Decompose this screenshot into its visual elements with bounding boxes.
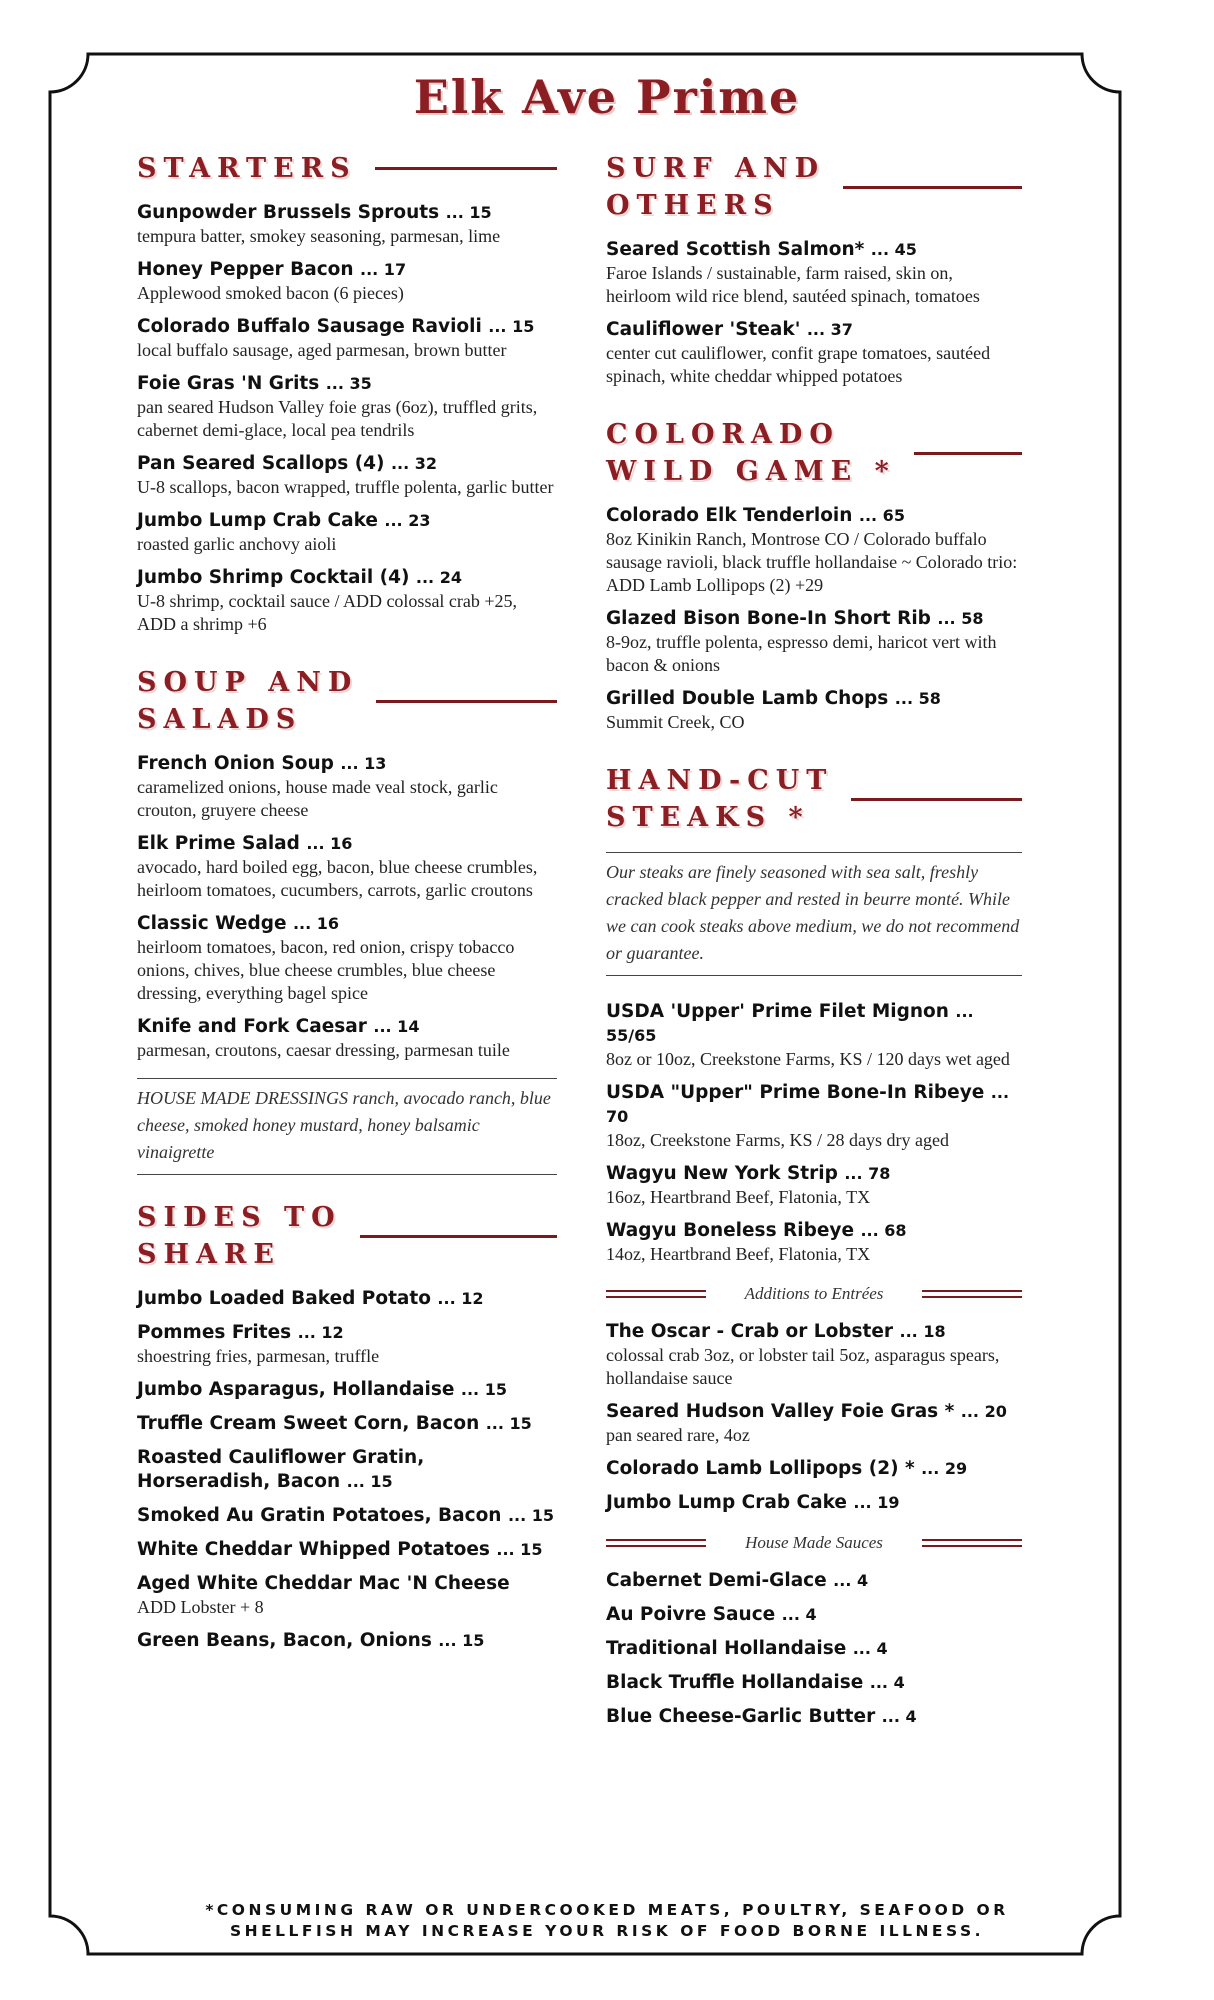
menu-item-name: Jumbo Lump Crab Cake	[137, 510, 378, 531]
menu-item-name: Blue Cheese-Garlic Butter	[606, 1706, 876, 1727]
menu-item	[137, 1321, 557, 1368]
menu-item-name-line	[606, 1637, 1022, 1661]
additions-divider	[606, 1284, 1022, 1304]
steaks-list	[606, 1000, 1022, 1266]
menu-item	[137, 201, 557, 248]
menu-item-description: 8oz Kinikin Ranch, Montrose CO / Colorado buffalo sausage ravioli, black truffle hollandaise ~ Colorado trio: ADD Lamb Lollipops (2) +29	[606, 529, 1018, 595]
menu-item-price: ... 12	[297, 1323, 344, 1342]
menu-item-name-line	[137, 832, 557, 856]
disclaimer-line-1: *CONSUMING RAW OR UNDERCOOKED MEATS, POULTRY, SEAFOOD OR	[205, 1901, 1009, 1919]
menu-item-description: shoestring fries, parmesan, truffle	[137, 1346, 380, 1366]
menu-item-name-line	[137, 452, 557, 476]
menu-item-name: Colorado Buffalo Sausage Ravioli	[137, 316, 482, 337]
menu-item-name: Aged White Cheddar Mac 'N Cheese	[137, 1573, 510, 1594]
menu-item-name-line	[606, 1162, 1022, 1186]
menu-item	[606, 1320, 1022, 1390]
menu-item-name-line	[606, 1219, 1022, 1243]
menu-item-name: Honey Pepper Bacon	[137, 259, 354, 280]
menu-item-description: center cut cauliflower, confit grape tomatoes, sautéed spinach, white cheddar whipped potatoes	[606, 343, 991, 386]
menu-item	[137, 752, 557, 822]
menu-item-description: roasted garlic anchovy aioli	[137, 534, 337, 554]
menu-item	[606, 318, 1022, 388]
menu-item-name: Traditional Hollandaise	[606, 1638, 847, 1659]
steaks-heading	[606, 762, 1022, 836]
menu-item-name: Wagyu Boneless Ribeye	[606, 1220, 855, 1241]
menu-item-name-line	[606, 1491, 1022, 1515]
menu-item	[606, 1081, 1022, 1152]
right-column	[606, 150, 1022, 1739]
menu-item-name: Colorado Elk Tenderloin	[606, 505, 853, 526]
menu-item-name: Colorado Lamb Lollipops (2) *	[606, 1458, 915, 1479]
heading-rule	[375, 167, 557, 170]
menu-item-price: ... 15	[445, 203, 492, 222]
menu-item-name-line	[137, 1538, 557, 1562]
menu-item	[606, 1603, 1022, 1627]
menu-item-name: Wagyu New York Strip	[606, 1163, 838, 1184]
menu-item-description: U-8 scallops, bacon wrapped, truffle polenta, garlic butter	[137, 477, 554, 497]
game-heading-text: COLORADO WILD GAME *	[606, 419, 896, 487]
menu-item-price: ... 45	[870, 240, 917, 259]
menu-item	[137, 452, 557, 499]
menu-item	[606, 687, 1022, 734]
menu-item-name-line	[137, 1446, 557, 1494]
surf-heading	[606, 150, 1022, 224]
menu-item	[137, 1446, 557, 1494]
menu-item-name: Cabernet Demi-Glace	[606, 1570, 827, 1591]
menu-item	[606, 1671, 1022, 1695]
menu-item-name-line	[137, 1504, 557, 1528]
menu-item-name: USDA "Upper" Prime Bone-In Ribeye	[606, 1082, 985, 1103]
menu-item-name: Knife and Fork Caesar	[137, 1016, 367, 1037]
menu-item-name-line	[606, 318, 1022, 342]
menu-item-price: ... 15	[488, 317, 535, 336]
menu-item-description: pan seared Hudson Valley foie gras (6oz), truffled grits, cabernet demi-glace, local pea tendrils	[137, 397, 538, 440]
menu-item	[137, 315, 557, 362]
menu-item-price: ... 15	[496, 1540, 543, 1559]
menu-item-name: Roasted Cauliflower Gratin, Horseradish, Bacon	[137, 1447, 425, 1492]
menu-item	[606, 607, 1022, 677]
menu-item-name-line	[606, 1705, 1022, 1729]
menu-item	[606, 1637, 1022, 1661]
steaks-note: Our steaks are finely seasoned with sea salt, freshly cracked black pepper and rested in beurre monté. While we can cook steaks above medium, we do not recommend or guarantee.	[606, 852, 1022, 976]
menu-item-price: ... 55/65	[606, 1002, 974, 1045]
menu-item-name: Jumbo Asparagus, Hollandaise	[137, 1379, 455, 1400]
menu-item-description: 18oz, Creekstone Farms, KS / 28 days dry aged	[606, 1130, 949, 1150]
menu-item-name-line	[606, 687, 1022, 711]
menu-item-name: Seared Hudson Valley Foie Gras *	[606, 1401, 955, 1422]
menu-item	[606, 1491, 1022, 1515]
menu-item-description: colossal crab 3oz, or lobster tail 5oz, asparagus spears, hollandaise sauce	[606, 1345, 1000, 1388]
menu-item-name: Smoked Au Gratin Potatoes, Bacon	[137, 1505, 502, 1526]
menu-item-price: ... 15	[485, 1414, 532, 1433]
menu-item-price: ... 14	[373, 1017, 420, 1036]
menu-item-name: Glazed Bison Bone-In Short Rib	[606, 608, 931, 629]
dressings-note: HOUSE MADE DRESSINGS ranch, avocado ranch, blue cheese, smoked honey mustard, honey balsamic vinaigrette	[137, 1078, 557, 1175]
disclaimer-line-2: SHELLFISH MAY INCREASE YOUR RISK OF FOOD BORNE ILLNESS.	[229, 1922, 985, 1940]
menu-item-name-line	[137, 201, 557, 225]
menu-item-price: ... 16	[306, 834, 353, 853]
menu-item	[606, 504, 1022, 597]
menu-item-name: Black Truffle Hollandaise	[606, 1672, 864, 1693]
soup-list	[137, 752, 557, 1062]
menu-item-price: ... 16	[292, 914, 340, 933]
heading-rule	[360, 1235, 557, 1238]
menu-item-name: Jumbo Shrimp Cocktail (4)	[137, 567, 410, 588]
sides-heading-text: SIDES TO SHARE	[137, 1202, 342, 1270]
menu-item-name-line	[137, 258, 557, 282]
menu-item-price: ... 4	[852, 1639, 888, 1658]
menu-item	[137, 1287, 557, 1311]
menu-item-description: 8oz or 10oz, Creekstone Farms, KS / 120 days wet aged	[606, 1049, 1010, 1069]
menu-item-name: USDA 'Upper' Prime Filet Mignon	[606, 1001, 949, 1022]
sides-heading	[137, 1199, 557, 1273]
menu-item-price: ... 4	[833, 1571, 869, 1590]
menu-item-description: U-8 shrimp, cocktail sauce / ADD colossal crab +25, ADD a shrimp +6	[137, 591, 518, 634]
additions-list	[606, 1320, 1022, 1515]
menu-item	[606, 1162, 1022, 1209]
menu-item-price: ... 4	[869, 1673, 905, 1692]
menu-item-name-line	[137, 1321, 557, 1345]
menu-item-name-line	[137, 509, 557, 533]
menu-item-name: Green Beans, Bacon, Onions	[137, 1630, 432, 1651]
menu-item	[606, 1705, 1022, 1729]
menu-item-name-line	[606, 1400, 1022, 1424]
menu-item-price: ... 4	[881, 1707, 917, 1726]
menu-item-price: ... 18	[899, 1322, 946, 1341]
menu-item-name: Grilled Double Lamb Chops	[606, 688, 889, 709]
menu-item-price: ... 15	[507, 1506, 555, 1525]
menu-item-price: ... 58	[937, 609, 984, 628]
sides-list	[137, 1287, 557, 1653]
game-heading	[606, 416, 1022, 490]
menu-item-price: ... 65	[858, 506, 905, 525]
menu-item-price: ... 58	[894, 689, 941, 708]
heading-rule	[376, 700, 557, 703]
menu-item-name: Truffle Cream Sweet Corn, Bacon	[137, 1413, 480, 1434]
menu-item-description: pan seared rare, 4oz	[606, 1425, 750, 1445]
menu-item-description: local buffalo sausage, aged parmesan, brown butter	[137, 340, 507, 360]
menu-item-name-line	[137, 1572, 557, 1596]
menu-item-description: Applewood smoked bacon (6 pieces)	[137, 283, 404, 303]
menu-item-price: ... 13	[340, 754, 387, 773]
menu-item-description: Summit Creek, CO	[606, 712, 745, 732]
menu-item-name-line	[606, 1569, 1022, 1593]
menu-item-name-line	[137, 1629, 557, 1653]
menu-item-name: Jumbo Lump Crab Cake	[606, 1492, 847, 1513]
menu-item-price: ... 35	[325, 374, 372, 393]
menu-item	[137, 372, 557, 442]
menu-item-description: ADD Lobster + 8	[137, 1597, 264, 1617]
menu-item-name: Pommes Frites	[137, 1322, 292, 1343]
menu-item-name-line	[137, 1412, 557, 1436]
menu-item-price: ... 20	[960, 1402, 1007, 1421]
menu-item-name: Au Poivre Sauce	[606, 1604, 776, 1625]
sauces-heading: House Made Sauces	[745, 1533, 883, 1552]
menu-item-name: Jumbo Loaded Baked Potato	[137, 1288, 431, 1309]
menu-item-name: Elk Prime Salad	[137, 833, 300, 854]
menu-item-name-line	[606, 1320, 1022, 1344]
menu-item-name-line	[137, 1015, 557, 1039]
menu-item-description: Faroe Islands / sustainable, farm raised, skin on, heirloom wild rice blend, sautéed spinach, tomatoes	[606, 263, 980, 306]
menu-item-price: ... 70	[606, 1083, 1010, 1126]
menu-item-price: ... 19	[853, 1493, 900, 1512]
menu-item-name-line	[606, 607, 1022, 631]
menu-item	[137, 1629, 557, 1653]
menu-item-name-line	[606, 1457, 1022, 1481]
menu-item	[137, 1572, 557, 1619]
sauces-divider	[606, 1533, 1022, 1553]
menu-item	[137, 258, 557, 305]
menu-item	[137, 1015, 557, 1062]
steaks-heading-text: HAND-CUT STEAKS *	[606, 765, 834, 833]
starters-list	[137, 201, 557, 636]
menu-item-name: The Oscar - Crab or Lobster	[606, 1321, 894, 1342]
menu-item-price: ... 29	[921, 1459, 968, 1478]
menu-item	[137, 832, 557, 902]
menu-item-name-line	[137, 315, 557, 339]
menu-item-price: ... 78	[844, 1164, 891, 1183]
menu-item	[137, 1538, 557, 1562]
soup-heading	[137, 664, 557, 738]
menu-item	[606, 1000, 1022, 1071]
menu-item	[606, 1569, 1022, 1593]
menu-item-price: ... 24	[415, 568, 462, 587]
menu-item-description: 14oz, Heartbrand Beef, Flatonia, TX	[606, 1244, 871, 1264]
menu-item-name-line	[137, 1378, 557, 1402]
menu-item-price: ... 12	[437, 1289, 484, 1308]
menu-item-name-line	[606, 504, 1022, 528]
sauces-list	[606, 1569, 1022, 1729]
menu-item-price: ... 15	[438, 1631, 485, 1650]
heading-rule	[851, 798, 1022, 801]
menu-item	[137, 1378, 557, 1402]
menu-item	[137, 1504, 557, 1528]
menu-item-price: ... 68	[860, 1221, 907, 1240]
menu-item-price: ... 15	[346, 1472, 393, 1491]
menu-item-price: ... 17	[360, 260, 407, 279]
menu-item	[137, 566, 557, 636]
menu-item-name-line	[137, 912, 557, 936]
menu-item-name-line	[137, 1287, 557, 1311]
food-safety-disclaimer	[0, 1900, 1214, 1942]
menu-item-name-line	[606, 1081, 1022, 1129]
menu-item-description: 16oz, Heartbrand Beef, Flatonia, TX	[606, 1187, 871, 1207]
menu-item-price: ... 4	[781, 1605, 817, 1624]
menu-item-price: ... 15	[460, 1380, 507, 1399]
heading-rule	[914, 452, 1022, 455]
surf-heading-text: SURF AND OTHERS	[606, 153, 826, 221]
menu-item-name: Seared Scottish Salmon*	[606, 239, 865, 260]
starters-heading-text: STARTERS	[137, 153, 357, 184]
soup-heading-text: SOUP AND SALADS	[137, 667, 359, 735]
left-column	[137, 150, 557, 1663]
menu-item-name: Classic Wedge	[137, 913, 287, 934]
menu-item-price: ... 32	[390, 454, 438, 473]
menu-item-price: ... 37	[806, 320, 853, 339]
menu-item	[137, 1412, 557, 1436]
menu-item-description: heirloom tomatoes, bacon, red onion, crispy tobacco onions, chives, blue cheese crumbles, blue cheese dressing, everything bagel spice	[137, 937, 515, 1003]
game-list	[606, 504, 1022, 734]
heading-rule	[843, 186, 1022, 189]
menu-item-name: French Onion Soup	[137, 753, 334, 774]
menu-item	[606, 238, 1022, 308]
menu-item-name-line	[137, 372, 557, 396]
menu-item-name-line	[137, 752, 557, 776]
menu-item-name-line	[606, 1603, 1022, 1627]
menu-item-name: Cauliflower 'Steak'	[606, 319, 801, 340]
starters-heading	[137, 150, 557, 187]
menu-item-name-line	[137, 566, 557, 590]
menu-item-price: ... 23	[384, 511, 431, 530]
menu-item-description: parmesan, croutons, caesar dressing, parmesan tuile	[137, 1040, 510, 1060]
menu-item-description: caramelized onions, house made veal stock, garlic crouton, gruyere cheese	[137, 777, 498, 820]
menu-item-name: White Cheddar Whipped Potatoes	[137, 1539, 490, 1560]
menu-item-name-line	[606, 238, 1022, 262]
menu-item-name-line	[606, 1000, 1022, 1048]
menu-item-description: tempura batter, smokey seasoning, parmesan, lime	[137, 226, 501, 246]
menu-item-description: avocado, hard boiled egg, bacon, blue cheese crumbles, heirloom tomatoes, cucumbers, carrots, garlic croutons	[137, 857, 538, 900]
additions-heading: Additions to Entrées	[744, 1284, 884, 1303]
menu-item	[606, 1457, 1022, 1481]
menu-item	[606, 1400, 1022, 1447]
menu-item-name: Foie Gras 'N Grits	[137, 373, 320, 394]
surf-list	[606, 238, 1022, 388]
menu-item-name-line	[606, 1671, 1022, 1695]
restaurant-title: Elk Ave Prime	[413, 70, 801, 124]
menu-item	[606, 1219, 1022, 1266]
menu-item	[137, 912, 557, 1005]
menu-item-description: 8-9oz, truffle polenta, espresso demi, haricot vert with bacon & onions	[606, 632, 997, 675]
menu-item-name: Pan Seared Scallops (4)	[137, 453, 385, 474]
menu-item	[137, 509, 557, 556]
menu-item-name: Gunpowder Brussels Sprouts	[137, 202, 440, 223]
